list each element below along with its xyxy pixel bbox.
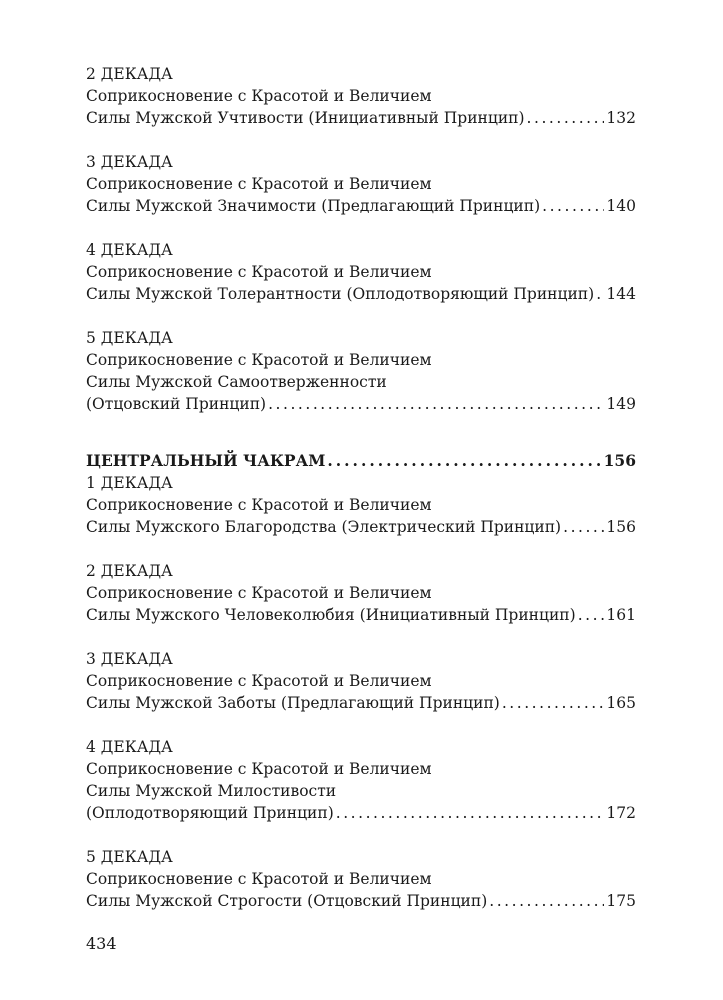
entry-subtitle: Соприкосновение с Красотой и Величием <box>86 760 432 778</box>
toc-entry[interactable] <box>86 516 636 538</box>
entry-title: Силы Мужского Человеколюбия (Инициативный Принцип) <box>86 606 576 624</box>
entry-subtitle: Соприкосновение с Красотой и Величием <box>86 584 432 602</box>
toc-entry[interactable] <box>86 890 636 912</box>
toc-block <box>86 560 636 626</box>
toc-entry[interactable] <box>86 692 636 714</box>
entry-title: Силы Мужской Учтивости (Инициативный Принцип) <box>86 109 525 127</box>
toc-block <box>86 63 636 129</box>
dot-leader <box>563 516 604 538</box>
decade-heading: 3 ДЕКАДА <box>86 650 173 668</box>
table-of-contents <box>86 63 636 934</box>
entry-subtitle: Соприкосновение с Красотой и Величием <box>86 870 432 888</box>
dot-leader <box>542 195 604 217</box>
entry-subtitle: Соприкосновение с Красотой и Величием <box>86 175 432 193</box>
page-ref: 172 <box>606 804 636 822</box>
dot-leader <box>527 107 605 129</box>
entry-title: (Отцовский Принцип) <box>86 395 267 413</box>
entry-title: Силы Мужской Строгости (Отцовский Принцип) <box>86 892 488 910</box>
decade-heading: 1 ДЕКАДА <box>86 474 173 492</box>
decade-heading: 5 ДЕКАДА <box>86 848 173 866</box>
entry-subtitle: Соприкосновение с Красотой и Величием <box>86 351 432 369</box>
entry-title: Силы Мужской Толерантности (Оплодотворяющий Принцип) <box>86 285 595 303</box>
toc-entry[interactable] <box>86 802 636 824</box>
entry-title: Силы Мужского Благородства (Электрический Принцип) <box>86 518 562 536</box>
entry-subtitle: Соприкосновение с Красотой и Величием <box>86 672 432 690</box>
page-ref: 165 <box>606 694 636 712</box>
page-ref: 161 <box>606 606 636 624</box>
page-ref: 149 <box>606 395 636 413</box>
entry-title: Силы Мужской Заботы (Предлагающий Принцип) <box>86 694 500 712</box>
page-ref: 156 <box>603 451 636 470</box>
dot-leader <box>578 604 605 626</box>
page-ref: 140 <box>606 197 636 215</box>
section-entry[interactable] <box>86 450 636 472</box>
toc-entry[interactable] <box>86 283 636 305</box>
entry-title: (Оплодотворяющий Принцип) <box>86 804 334 822</box>
toc-block <box>86 736 636 824</box>
decade-heading: 2 ДЕКАДА <box>86 65 173 83</box>
entry-subtitle: Соприкосновение с Красотой и Величием <box>86 87 432 105</box>
toc-entry[interactable] <box>86 393 636 415</box>
entry-title: Силы Мужской Значимости (Предлагающий Принцип) <box>86 197 541 215</box>
toc-section <box>86 450 636 538</box>
toc-block <box>86 151 636 217</box>
decade-heading: 4 ДЕКАДА <box>86 241 173 259</box>
entry-subtitle: Силы Мужской Самоотверженности <box>86 373 387 391</box>
page-ref: 175 <box>606 892 636 910</box>
entry-subtitle: Силы Мужской Милостивости <box>86 782 337 800</box>
dot-leader <box>596 283 604 305</box>
toc-block <box>86 648 636 714</box>
decade-heading: 2 ДЕКАДА <box>86 562 173 580</box>
toc-entry[interactable] <box>86 195 636 217</box>
page-ref: 156 <box>606 518 636 536</box>
toc-block <box>86 846 636 912</box>
dot-leader <box>502 692 605 714</box>
dot-leader <box>336 802 605 824</box>
toc-block <box>86 239 636 305</box>
toc-entry[interactable] <box>86 107 636 129</box>
page-number: 434 <box>86 934 117 953</box>
decade-heading: 3 ДЕКАДА <box>86 153 173 171</box>
dot-leader <box>327 450 601 472</box>
entry-subtitle: Соприкосновение с Красотой и Величием <box>86 263 432 281</box>
dot-leader <box>268 393 604 415</box>
decade-heading: 4 ДЕКАДА <box>86 738 173 756</box>
page-ref: 132 <box>606 109 636 127</box>
toc-entry[interactable] <box>86 604 636 626</box>
page-ref: 144 <box>606 285 636 303</box>
toc-block <box>86 327 636 415</box>
entry-subtitle: Соприкосновение с Красотой и Величием <box>86 496 432 514</box>
decade-heading: 5 ДЕКАДА <box>86 329 173 347</box>
dot-leader <box>489 890 604 912</box>
section-title: ЦЕНТРАЛЬНЫЙ ЧАКРАМ <box>86 451 326 470</box>
